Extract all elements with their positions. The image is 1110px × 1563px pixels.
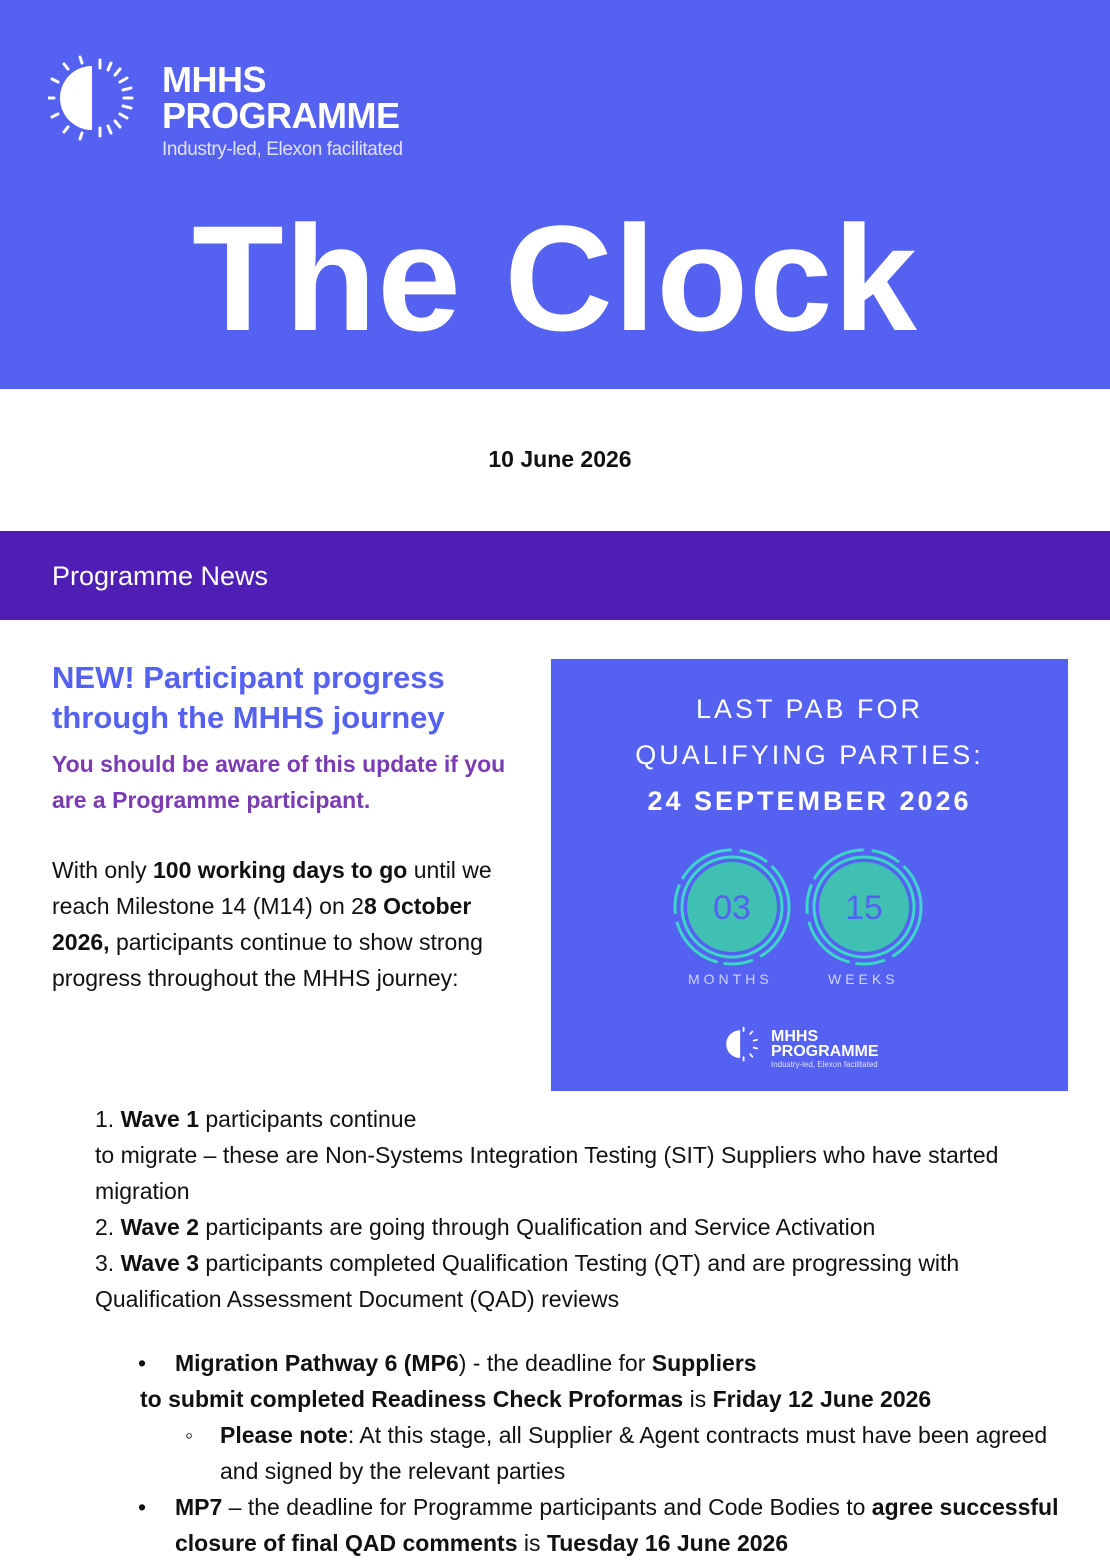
banner-logo-line-1: MHHS	[771, 1028, 819, 1045]
logo-tagline: Industry-led, Elexon facilitated	[162, 139, 403, 160]
section-header	[0, 531, 1110, 620]
logo-text	[162, 59, 403, 163]
list-item	[95, 1209, 1055, 1245]
mp7-bold: MP7	[175, 1494, 223, 1520]
list-item-bold: Wave 1	[120, 1106, 199, 1132]
months-dial	[675, 850, 789, 964]
intro-bold-1: 100 working days to go	[152, 857, 408, 883]
mp6-text-is: is	[683, 1386, 713, 1412]
list-item	[95, 1245, 1055, 1317]
list-item-bold: Wave 2	[120, 1214, 199, 1240]
banner-logo-text	[771, 1029, 879, 1071]
intro-text-3: participants continue to show strong progress throughout the MHHS journey:	[52, 929, 483, 991]
bullet-dot-icon: •	[138, 1350, 147, 1376]
logo-line-2: PROGRAMME	[162, 95, 400, 136]
months-value: 03	[713, 889, 751, 927]
mp7-bold-closure: agree successful closure of final QAD comments	[175, 1494, 1059, 1556]
weeks-value: 15	[845, 889, 883, 927]
article-title[interactable]: NEW! Participant progress through the MHHS journey	[52, 660, 445, 735]
list-number: 2.	[95, 1214, 115, 1240]
banner-date: 24 SEPTEMBER 2026	[647, 786, 972, 816]
list-number: 3.	[95, 1250, 115, 1276]
list-item-text-continued: to migrate – these are Non-Systems Integration Testing (SIT) Suppliers who have started migration	[95, 1142, 999, 1204]
circle-bullet-icon: ◦	[185, 1422, 194, 1448]
sub-bullet-note	[185, 1417, 1075, 1489]
list-number: 1.	[95, 1106, 115, 1132]
article-subtitle: You should be aware of this update if you are a Programme participant.	[52, 751, 506, 813]
note-text: : At this stage, all Supplier & Agent contracts must have been agreed and signed by the relevant parties	[220, 1422, 1048, 1484]
banner-line-1: LAST PAB FOR	[695, 694, 924, 724]
note-bold: Please note	[220, 1422, 348, 1448]
mp7-deadline: Tuesday 16 June 2026	[546, 1530, 789, 1556]
mp6-bold: Migration Pathway 6 (MP6	[175, 1350, 459, 1376]
sun-clock-icon	[48, 54, 140, 146]
intro-bold-2: 8 October 2026,	[52, 893, 472, 955]
list-item-text: participants continue	[199, 1106, 417, 1132]
mp7-text-is: is	[517, 1530, 547, 1556]
intro-text-1: With only	[52, 857, 153, 883]
bullet-mp7	[140, 1489, 1060, 1561]
issue-date: 10 June 2026	[488, 446, 632, 472]
mp6-bold-proformas: to submit completed Readiness Check Proformas	[140, 1386, 684, 1412]
bullet-mp6	[140, 1345, 1060, 1417]
mp7-text: – the deadline for Programme participants and Code Bodies to	[222, 1494, 872, 1520]
newsletter-header	[0, 0, 1110, 389]
weeks-dial	[807, 850, 921, 964]
banner-line-2: QUALIFYING PARTIES:	[635, 740, 984, 770]
article-intro-column	[52, 658, 522, 996]
list-item-text: participants are going through Qualification and Service Activation	[199, 1214, 876, 1240]
weeks-label: WEEKS	[828, 971, 899, 987]
mp6-deadline: Friday 12 June 2026	[712, 1386, 932, 1412]
logo-line-1: MHHS	[162, 59, 266, 100]
mp6-bold-suppliers: Suppliers	[651, 1350, 757, 1376]
newsletter-title: The Clock	[192, 194, 918, 362]
countdown-dials	[551, 659, 1068, 1091]
article-intro	[52, 852, 522, 996]
section-title: Programme News	[52, 561, 269, 591]
sun-clock-icon	[721, 1025, 761, 1065]
countdown-banner[interactable]	[551, 659, 1068, 1091]
wave-list	[95, 1101, 1055, 1317]
list-item-bold: Wave 3	[120, 1250, 199, 1276]
mp6-text: ) - the deadline for	[458, 1350, 652, 1376]
list-item	[95, 1101, 1055, 1209]
intro-text-2: until we reach Milestone 14 (M14) on 2	[52, 857, 492, 919]
months-label: MONTHS	[688, 971, 773, 987]
bullet-dot-icon: •	[138, 1494, 147, 1520]
banner-logo-tagline: Industry-led, Elexon facilitated	[771, 1060, 878, 1069]
banner-logo-line-2: PROGRAMME	[771, 1043, 879, 1060]
list-item-text: participants completed Qualification Testing (QT) and are progressing with Qualification Assessment Document (QAD) reviews	[95, 1250, 960, 1312]
